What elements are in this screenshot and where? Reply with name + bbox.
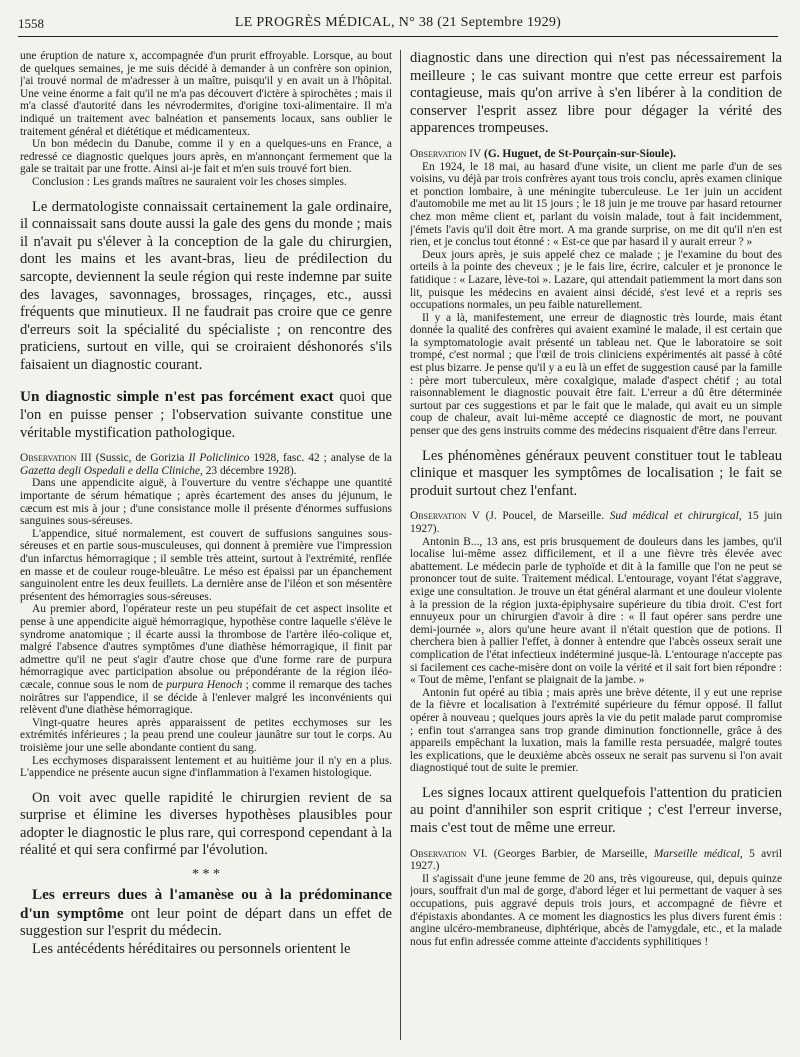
source-text: 15 juin 1927). (410, 510, 782, 535)
section-heading: Un diagnostic simple n'est pas forcément exact (20, 388, 334, 406)
running-title: LE PROGRÈS MÉDICAL, N° 38 (21 Septembre 1929) (234, 15, 562, 30)
source-text: (Georges Barbier, de Marseille, (487, 847, 654, 860)
paragraph: En 1924, le 18 mai, au hasard d'une visite, un client me parle d'un de ses voisins, vu déjà par trois confrères ayant tous trois conclu, après examen clinique et ponction lombaire, à une méningite tuberculeuse. Le 1er juin un accident d'automobile me met au lit 15 jours ; le 18 juin je me trouve par hasard retourner chez mon même client et, parlant du voisin malade, tout à fait incidemment, j'émets l'avis qu'il doit être mort. A ma grande surprise, on me dit qu'il n'en est rien, et je conclus tout étonné : « Est-ce que par hasard il y aurait erreur ? » (410, 160, 782, 249)
paragraph: diagnostic dans une direction qui n'est pas nécessairement la meilleure ; le cas suivant montre que cette erreur est parfois contagieuse, mais qu'on arrive à s'en libérer à la condition de conserver l'esprit assez libre pour dégager la vérité des apparences trompeuses. (410, 50, 782, 137)
paragraph: Antonin B..., 13 ans, est pris brusquement de douleurs dans les jambes, qu'il localise lui-même assez difficilement, et il a une fièvre très élevée avec abattement. Le médecin parle de typhoïde et dit à la famille que l'on ne peut se prononcer tout de suite. Traitement médical. L'entourage, voyant l'état s'aggrave, exige une consultation. Je trouve un état général alarmant et une douleur violente à la pression de la région juxta-épiphysaire supérieure du tibia droit. C'est fort ennuyeux pour un chirurgien d'avoir à dire : « Il faut opérer sans perdre une demi-journée », alors qu'une heure avant il n'était question que de potions. Il cherchera bien à pallier l'effet, à donner à entendre que l'abcès osseux serait une complication de l'état infectieux indéterminé jusque-là. L'entourage n'accepte pas si facilement ces cache-misère dont on voile la vérité et il sait fort bien répondre : « Tout de même, l'enfant se plaignait de la jambe. » (410, 535, 782, 687)
right-column (410, 50, 782, 948)
paragraph: L'appendice, situé normalement, est couvert de suffusions sanguines sous-séreuses et en partie sous-musculeuses, qui donnent à première vue l'impression d'un infarctus hémorragique ; il semble très atteint, surtout à l'extrémité, renflée en masse et de couleur rouge-bleuâtre. Le méso est épaissi par un épanchement sanguinolent entre les deux feuillets. La dernière anse de l'iléon et son mésentère présentent des hémorragies sous-séreuses. (20, 527, 392, 603)
section-paragraph (20, 886, 392, 941)
section-text: quoi que l'on en puisse penser ; l'observation suivante constitue une véritable mystification pathologique. (20, 389, 392, 441)
paragraph: Deux jours après, je suis appelé chez ce malade ; je l'examine du bout des orteils à la pointe des cheveux ; je le fais lire, écrire, calculer et je prononce le fatidique : « Lazare, lève-toi ». Lazare, qui attendait patiemment la mort dans son lit, puisque les médecins en avaient ainsi décidé, s'est levé et a repris ses occupations normales, un peu faible naturellement. (410, 248, 782, 312)
observation-label: Observation V (410, 510, 480, 523)
paragraph: Les phénomènes généraux peuvent constituer tout le tableau clinique et masquer les symptômes de localisation ; le fait se produit surtout chez l'enfant. (410, 447, 782, 499)
observation-label: Observation VI. (410, 847, 488, 860)
paragraph: Conclusion : Les grands maîtres ne sauraient voir les choses simples. (32, 175, 347, 188)
observation-heading (410, 510, 782, 535)
section-paragraph (20, 388, 392, 442)
observation-heading (20, 452, 392, 477)
section-heading: Les erreurs dues à l'amanèse ou à la prédominance d'un symptôme (20, 886, 392, 922)
paragraph: Les ecchymoses disparaissent lentement et au huitième jour il n'y en a plus. L'appendice ne présente aucun signe d'inflammation à l'examen histologique. (20, 754, 392, 780)
paragraph: Il y a là, manifestement, une erreur de diagnostic très lourde, mais étant donnée la qualité des confrères qui avaient examiné le malade, il est certain que la symptomatologie avait présenté un tableau net. Que le laboratoire se soit trompé, c'est normal ; que l'œil de trois cliniciens expérimentés ait passé à côté est plus bizarre. Je pense qu'il y a eu là un effet de suggestion causé par la famille : père mort tuberculeux, mère coxalgique, malade d'aspect chétif ; au total raisonnablement le diagnostic pouvait être fait. L'erreur a dû être déterminée surtout par ces suggestions et par le fait que le malade, qui avait eu un simple coup de chaleur, avait lui-même accepté ce diagnostic de mort, ne pouvant penser que des gens instruits comme des médecins risquaient d'être dans l'erreur. (410, 311, 782, 438)
left-column (20, 50, 392, 958)
journal-name: Il Policlinico (188, 452, 250, 465)
source-text: 23 décembre 1928). (202, 464, 297, 477)
paragraph: Vingt-quatre heures après apparaissent de petites ecchymoses sur les extrémités inférieures ; la peau prend une couleur jaunâtre sur tout le corps. Au troisième jour une selle abondante contient du sang. (20, 716, 392, 754)
section-separator: * * * (192, 867, 220, 883)
paragraph: Un bon médecin du Danube, comme il y en a quelques-uns en France, a redressé ce diagnostic quelques jours après, en m'annonçant fermement que la gale se traitait par une frotte. Ainsi ai-je fait et m'en suis trouvé fort bien. (20, 138, 392, 176)
text: Au premier abord, l'opérateur reste un peu stupéfait de cet aspect insolite et pense à une appendicite aiguë hémorragique, hypothèse contre laquelle s'élève le syndrome anatomique ; il écarte aussi la thrombose de l'artère iléo-colique et, malgré l'absence d'autres symptômes d'une diathèse hémorragique, il finit par admettre qu'il ne peut s'agir d'autre chose que d'une forme rare de purpura hémorragique avec participation absolue ou prépondérante de la région iléo-cæcale, connue sous le nom de (20, 603, 392, 691)
paragraph: On voit avec quelle rapidité le chirurgien revient de sa surprise et élimine les diverses hypothèses plausibles pour adopter le diagnostic le plus rare, qui correspond cependant à la réalité et qui sera confirmé par l'évolution. (20, 789, 392, 859)
paragraph: Le dermatologiste connaissait certainement la gale ordinaire, il connaissait sans doute aussi la gale des gens du monde ; mais il n'avait pu s'élever à la conception de la gale du chirurgien, dont les mains et les avant-bras, lieu de prédilection du sarcopte, deviennent la seule région qui reste indemne par suite des lavages, savonnages, brossages, rinçages, etc., aussi fréquents que minutieux. Il ne faudrait pas croire que ce genre d'erreurs soit la spécialité du spécialiste ; on rencontre des praticiens, surtout en ville, qui se croiraient déshonorés s'ils faisaient un diagnostic courant. (20, 198, 392, 373)
paragraph (20, 603, 392, 716)
journal-name: Gazetta degli Ospedali e della Cliniche, (20, 464, 203, 477)
source-text: 1928, fasc. 42 ; analyse de la (249, 452, 392, 465)
text: ; comme il remarque des taches noirâtres sur l'appendice, il se décide à l'enlever malgré les inconvénients qui relèvent d'une diathèse hémorragique. (20, 678, 392, 717)
source-text: 5 avril 1927.) (410, 847, 782, 873)
journal-name: Sud médical et chirurgical, (609, 510, 742, 523)
paragraph: Antonin fut opéré au tibia ; mais après une brève détente, il y eut une reprise de la fièvre et localisation à l'extrémité supérieure du fémur opposé. Il fallut opérer à nouveau ; quelques jours après la vie du petit malade parut compromise ; enfin tout s'arrangea sans trop grande diminution fonctionnelle, grâce à des appareils empêchant la luxation, mais la famille resta persuadée, malgré toutes les explications, que le deuxième abcès osseux ne serait pas survenu si l'on avait diagnostiqué tout de suite le premier. (410, 686, 782, 775)
paragraph: Les antécédents héréditaires ou personnels orientent le (32, 940, 351, 957)
page-header (18, 14, 778, 37)
section-text: ont leur point de départ dans un effet de suggestion sur l'esprit du médecin. (20, 905, 392, 940)
paragraph: Dans une appendicite aiguë, à l'ouverture du ventre s'échappe une quantité importante de sérum hématique ; après écartement des anses du jéjunum, le cæcum est mis à jour ; d'une consistance molle il présente d'énormes suffusions sanguines sous-séreuses. (20, 477, 392, 528)
observation-heading (410, 848, 782, 873)
observation-label: Observation IV (410, 147, 482, 160)
paragraph: une éruption de nature x, accompagnée d'un prurit effroyable. Lorsque, au bout de quelques semaines, je me suis décidé à demander à un confrère son opinion, j'ai trouvé normal de m'adresser à un maître, puisqu'il y en avait un à l'hôpital. Une veine énorme a fait qu'il ne m'a pas découvert d'ictère à spirochètes ; mais il m'a classé d'autorité dans les névrodermites, d'origine toxi-alimentaire. Il m'a indiqué un traitement avec balnéation et pansements locaux, sans oublier le traitement général et diététique et médicamenteux. (20, 50, 392, 138)
source-text: (J. Poucel, de Marseille. (480, 510, 610, 523)
source-text: (Sussic, de Gorizia (91, 452, 189, 465)
column-divider (400, 50, 401, 1040)
page-number: 1558 (18, 16, 44, 31)
source-text: (G. Huguet, de St-Pourçain-sur-Sioule). (481, 147, 677, 160)
emphasis: purpura Henoch (166, 678, 243, 691)
observation-heading (410, 148, 782, 161)
paragraph: Les signes locaux attirent quelquefois l'attention du praticien au point d'annihiler son esprit critique ; c'est l'erreur inverse, mais c'est tout de même une erreur. (410, 784, 782, 837)
observation-label: Observation III (20, 452, 92, 465)
paragraph: Il s'agissait d'une jeune femme de 20 ans, très vigoureuse, qui, depuis quinze jours, souffrait d'un mal de gorge, d'abord léger et lui permettant de vaquer à ses occupations, puis aggravé depuis trois jours, et accompagné de fièvre et d'épistaxis abondantes. A ce moment les diagnostics les plus divers furent émis : angine ulcéro-membraneuse, diphtérique, abcès de l'amygdale, etc., et la malade nous fut enfin adressée comme atteinte d'accidents syphilitiques ! (410, 872, 782, 948)
journal-name: Marseille médical, (653, 847, 743, 860)
